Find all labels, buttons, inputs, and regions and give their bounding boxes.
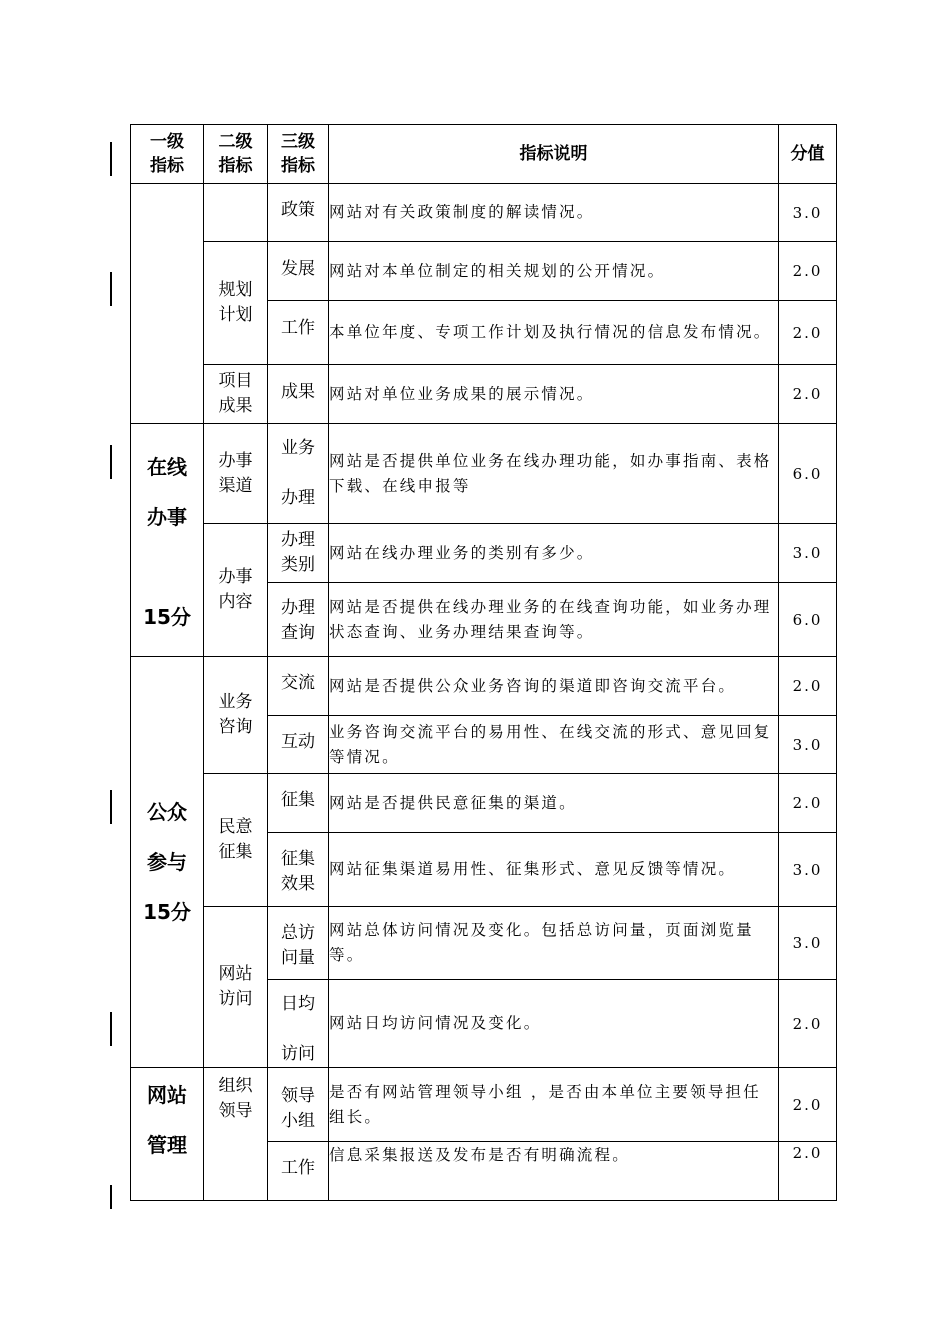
score-cell: 6.0 (779, 583, 837, 657)
score-cell: 6.0 (779, 424, 837, 524)
table-row (131, 524, 837, 583)
level1-cell-site-management: 网站 管理 (131, 1068, 204, 1201)
level3-cell: 政策 (268, 184, 329, 242)
header-level2: 二级 指标 (204, 125, 268, 184)
level2-cell (204, 184, 268, 242)
level3-cell: 工作 (268, 1142, 329, 1201)
level3-cell: 总访 问量 (268, 907, 329, 980)
level3-cell: 日均 访问 (268, 980, 329, 1068)
score-cell: 3.0 (779, 524, 837, 583)
description-cell: 网站征集渠道易用性、征集形式、意见反馈等情况。 (329, 833, 779, 907)
description-cell: 是否有网站管理领导小组 ，是否由本单位主要领导担任组长。 (329, 1068, 779, 1142)
header-description: 指标说明 (329, 125, 779, 184)
description-cell: 网站对单位业务成果的展示情况。 (329, 365, 779, 424)
level3-cell: 办理 类别 (268, 524, 329, 583)
level2-cell: 规划 计划 (204, 242, 268, 365)
margin-mark (110, 1012, 112, 1046)
level3-cell: 办理 查询 (268, 583, 329, 657)
level2-cell: 业务 咨询 (204, 657, 268, 774)
description-cell: 本单位年度、专项工作计划及执行情况的信息发布情况。 (329, 301, 779, 365)
margin-mark (110, 790, 112, 824)
description-cell: 网站对本单位制定的相关规划的公开情况。 (329, 242, 779, 301)
level3-cell: 领导 小组 (268, 1068, 329, 1142)
level3-cell: 成果 (268, 365, 329, 424)
score-cell: 2.0 (779, 242, 837, 301)
table-row (131, 907, 837, 980)
table-row (131, 424, 837, 524)
level2-cell: 民意 征集 (204, 774, 268, 907)
description-cell: 网站总体访问情况及变化。包括总访问量，页面浏览量等。 (329, 907, 779, 980)
level3-cell: 业务 办理 (268, 424, 329, 524)
description-cell: 网站在线办理业务的类别有多少。 (329, 524, 779, 583)
table-header-row (131, 125, 837, 184)
table-row (131, 1068, 837, 1142)
score-cell: 3.0 (779, 184, 837, 242)
description-cell: 业务咨询交流平台的易用性、在线交流的形式、意见回复等情况。 (329, 716, 779, 774)
score-cell: 2.0 (779, 301, 837, 365)
description-cell: 信息采集报送及发布是否有明确流程。 (329, 1142, 779, 1201)
level1-cell-public-participation: 公众 参与 15分 (131, 657, 204, 1068)
header-level3: 三级 指标 (268, 125, 329, 184)
level3-cell: 发展 (268, 242, 329, 301)
table-row (131, 184, 837, 242)
level1-cell-online-service: 在线 办事 15分 (131, 424, 204, 657)
score-cell: 3.0 (779, 716, 837, 774)
margin-mark (110, 445, 112, 479)
table-row (131, 774, 837, 833)
margin-mark (110, 1185, 112, 1209)
score-cell: 2.0 (779, 657, 837, 716)
level2-cell: 网站 访问 (204, 907, 268, 1068)
level2-cell: 办事 内容 (204, 524, 268, 657)
level3-cell: 交流 (268, 657, 329, 716)
score-cell: 2.0 (779, 1142, 837, 1201)
score-cell: 2.0 (779, 980, 837, 1068)
score-cell: 3.0 (779, 833, 837, 907)
description-cell: 网站日均访问情况及变化。 (329, 980, 779, 1068)
score-cell: 2.0 (779, 365, 837, 424)
level3-cell: 征集 (268, 774, 329, 833)
margin-mark (110, 142, 112, 176)
level3-cell: 工作 (268, 301, 329, 365)
description-cell: 网站是否提供单位业务在线办理功能，如办事指南、表格下载、在线申报等 (329, 424, 779, 524)
table-row (131, 365, 837, 424)
indicator-table (130, 124, 837, 1201)
level2-cell: 项目 成果 (204, 365, 268, 424)
table-row (131, 657, 837, 716)
level3-cell: 征集 效果 (268, 833, 329, 907)
level3-cell: 互动 (268, 716, 329, 774)
margin-mark (110, 272, 112, 306)
description-cell: 网站对有关政策制度的解读情况。 (329, 184, 779, 242)
score-cell: 3.0 (779, 907, 837, 980)
score-cell: 2.0 (779, 1068, 837, 1142)
level2-cell: 组织 领导 (204, 1068, 268, 1201)
level1-cell-continued (131, 184, 204, 424)
score-cell: 2.0 (779, 774, 837, 833)
header-level1: 一级 指标 (131, 125, 204, 184)
header-score: 分值 (779, 125, 837, 184)
level2-cell: 办事 渠道 (204, 424, 268, 524)
description-cell: 网站是否提供在线办理业务的在线查询功能，如业务办理状态查询、业务办理结果查询等。 (329, 583, 779, 657)
description-cell: 网站是否提供民意征集的渠道。 (329, 774, 779, 833)
table-row (131, 242, 837, 301)
description-cell: 网站是否提供公众业务咨询的渠道即咨询交流平台。 (329, 657, 779, 716)
